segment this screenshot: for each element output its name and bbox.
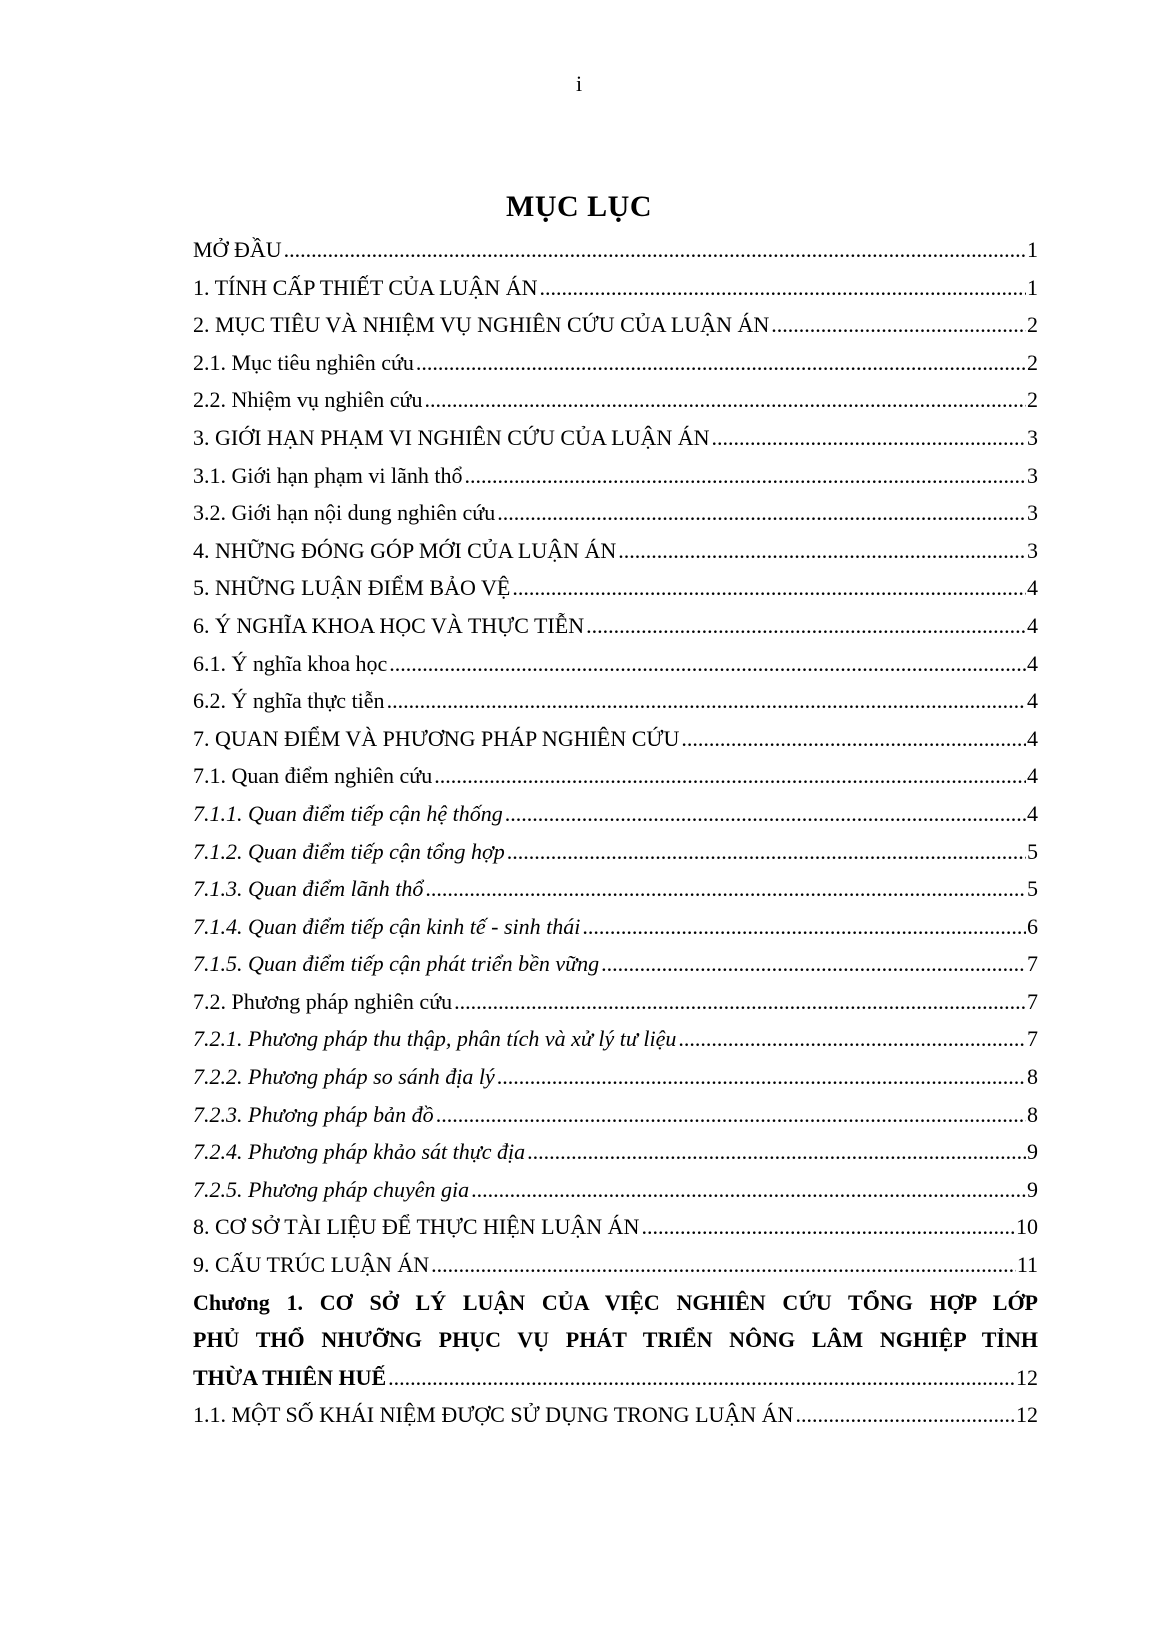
toc-page-number: 2 (1027, 387, 1038, 413)
toc-leader-dots (601, 945, 1026, 983)
toc-leader-dots (497, 494, 1026, 532)
toc-entry-text: 7.1.2. Quan điểm tiếp cận tổng hợp (193, 838, 505, 864)
toc-entry-text: 7.1. Quan điểm nghiên cứu (193, 763, 433, 789)
toc-page-number: 12 (1016, 1364, 1038, 1390)
toc-entry-text: 1.1. MỘT SỐ KHÁI NIỆM ĐƯỢC SỬ DỤNG TRONG LUẬN ÁN (193, 1402, 794, 1428)
toc-entry[interactable] (193, 457, 1038, 495)
toc-leader-dots (389, 645, 1026, 683)
toc-entry-text: 7.2.4. Phương pháp khảo sát thực địa (193, 1139, 526, 1165)
toc-entry[interactable] (193, 870, 1038, 908)
toc-entry[interactable] (193, 1020, 1038, 1058)
toc-entry[interactable] (193, 306, 1038, 344)
toc-entry-text: 9. CẤU TRÚC LUẬN ÁN (193, 1252, 430, 1278)
toc-leader-dots (795, 1396, 1015, 1434)
toc-entry-text: 5. NHỮNG LUẬN ĐIỂM BẢO VỆ (193, 575, 511, 601)
toc-leader-dots (284, 231, 1026, 269)
toc-entry[interactable] (193, 1208, 1038, 1246)
toc-entry-text: 7. QUAN ĐIỂM VÀ PHƯƠNG PHÁP NGHIÊN CỨU (193, 725, 680, 751)
toc-entry[interactable] (193, 720, 1038, 758)
toc-entry-last[interactable] (193, 1396, 1038, 1434)
toc-page-number: 10 (1016, 1214, 1038, 1240)
toc-page-number: 11 (1016, 1252, 1038, 1278)
page-number: i (575, 71, 583, 96)
toc-entry-text: 4. NHỮNG ĐÓNG GÓP MỚI CỦA LUẬN ÁN (193, 537, 617, 563)
toc-page-number: 4 (1027, 725, 1038, 751)
toc-entry[interactable] (193, 381, 1038, 419)
toc-chapter-line-3-text: THỪA THIÊN HUẾ (193, 1364, 387, 1390)
toc-leader-dots (512, 569, 1026, 607)
toc-chapter-line-1: Chương 1. CƠ SỞ LÝ LUẬN CỦA VIỆC NGHIÊN CỨU TỔNG HỢP LỚP (193, 1289, 1038, 1315)
toc-page-number: 3 (1027, 424, 1038, 450)
toc-entry[interactable] (193, 1246, 1038, 1284)
toc-entry[interactable] (193, 532, 1038, 570)
toc-entries (193, 231, 1038, 1284)
toc-leader-dots (388, 1359, 1015, 1397)
toc-entry-text: 7.2.5. Phương pháp chuyên gia (193, 1176, 470, 1202)
toc-entry[interactable] (193, 607, 1038, 645)
toc-leader-dots (582, 908, 1026, 946)
toc-entry-text: 6.2. Ý nghĩa thực tiễn (193, 688, 385, 714)
toc-page-number: 4 (1027, 800, 1038, 826)
toc-leader-dots (681, 720, 1026, 758)
toc-page-number: 12 (1016, 1402, 1038, 1428)
toc-entry[interactable] (193, 569, 1038, 607)
toc-entry-text: 3.2. Giới hạn nội dung nghiên cứu (193, 500, 496, 526)
toc-entry-text: 2.1. Mục tiêu nghiên cứu (193, 349, 414, 375)
toc-leader-dots (771, 306, 1026, 344)
toc-leader-dots (416, 344, 1026, 382)
toc-leader-dots (497, 1058, 1026, 1096)
toc-page-number: 7 (1027, 1026, 1038, 1052)
toc-leader-dots (527, 1133, 1026, 1171)
toc-entry-text: 7.2.2. Phương pháp so sánh địa lý (193, 1064, 495, 1090)
toc-leader-dots (539, 269, 1026, 307)
toc-leader-dots (434, 757, 1026, 795)
toc-entry[interactable] (193, 645, 1038, 683)
toc-entry[interactable] (193, 1096, 1038, 1134)
toc-leader-dots (431, 1246, 1016, 1284)
toc-entry[interactable] (193, 983, 1038, 1021)
toc-entry-text: 7.1.5. Quan điểm tiếp cận phát triển bền vững (193, 951, 600, 977)
toc-entry-text: 2.2. Nhiệm vụ nghiên cứu (193, 387, 423, 413)
toc-leader-dots (424, 381, 1026, 419)
toc-entry-text: 7.2.1. Phương pháp thu thập, phân tích và xử lý tư liệu (193, 1026, 677, 1052)
toc-page-number: 6 (1027, 913, 1038, 939)
toc-entry-text: 6.1. Ý nghĩa khoa học (193, 650, 388, 676)
toc-page-number: 7 (1027, 951, 1038, 977)
toc-page-number: 2 (1027, 349, 1038, 375)
toc-leader-dots (641, 1208, 1015, 1246)
toc-entry-text: 7.2.3. Phương pháp bản đồ (193, 1101, 434, 1127)
toc-entry-text: 1. TÍNH CẤP THIẾT CỦA LUẬN ÁN (193, 274, 538, 300)
toc-entry[interactable] (193, 833, 1038, 871)
toc-entry[interactable] (193, 231, 1038, 269)
toc-entry-text: MỞ ĐẦU (193, 237, 282, 262)
toc-title: MỤC LỤC (506, 190, 652, 223)
toc-page-number: 8 (1027, 1101, 1038, 1127)
toc-page-number: 9 (1027, 1176, 1038, 1202)
toc-leader-dots (505, 795, 1026, 833)
toc-leader-dots (436, 1096, 1026, 1134)
toc-entry-text: 7.1.4. Quan điểm tiếp cận kinh tế - sinh thái (193, 913, 581, 939)
toc-page-number: 4 (1027, 688, 1038, 714)
toc-entry[interactable] (193, 494, 1038, 532)
toc-entry-text: 3.1. Giới hạn phạm vi lãnh thổ (193, 462, 463, 488)
toc-chapter-line-2: PHỦ THỔ NHƯỠNG PHỤC VỤ PHÁT TRIỂN NÔNG LÂM NGHIỆP TỈNH (193, 1327, 1038, 1353)
toc-page-number: 4 (1027, 763, 1038, 789)
toc-leader-dots (425, 870, 1026, 908)
toc-page-number: 3 (1027, 500, 1038, 526)
toc-entry[interactable] (193, 795, 1038, 833)
toc-entry-text: 6. Ý NGHĨA KHOA HỌC VÀ THỰC TIỄN (193, 612, 585, 638)
toc-leader-dots (678, 1020, 1026, 1058)
toc-leader-dots (507, 833, 1026, 871)
toc-entry[interactable] (193, 344, 1038, 382)
toc-entry-text: 3. GIỚI HẠN PHẠM VI NGHIÊN CỨU CỦA LUẬN ÁN (193, 424, 710, 450)
toc-page-number: 3 (1027, 537, 1038, 563)
toc-entry-text: 8. CƠ SỞ TÀI LIỆU ĐỂ THỰC HIỆN LUẬN ÁN (193, 1214, 640, 1240)
toc-entry[interactable] (193, 1133, 1038, 1171)
toc-page-number: 1 (1027, 237, 1038, 262)
toc-chapter-line-3 (193, 1359, 1038, 1397)
toc-entry[interactable] (193, 757, 1038, 795)
toc-page-number: 4 (1027, 612, 1038, 638)
toc-entry[interactable] (193, 945, 1038, 983)
toc-entry[interactable] (193, 1058, 1038, 1096)
toc-page-number: 4 (1027, 650, 1038, 676)
toc-entry[interactable] (193, 419, 1038, 457)
toc-page-number: 4 (1027, 575, 1038, 601)
toc-leader-dots (387, 682, 1026, 720)
toc-page-number: 9 (1027, 1139, 1038, 1165)
toc-leader-dots (465, 457, 1027, 495)
toc-page-number: 3 (1027, 462, 1038, 488)
toc-page-number: 8 (1027, 1064, 1038, 1090)
toc-entry-text: 7.1.1. Quan điểm tiếp cận hệ thống (193, 800, 503, 826)
toc-entry[interactable] (193, 908, 1038, 946)
toc-entry[interactable] (193, 682, 1038, 720)
toc-leader-dots (712, 419, 1026, 457)
toc-leader-dots (454, 983, 1026, 1021)
toc-leader-dots (618, 532, 1026, 570)
toc-page-number: 5 (1027, 838, 1038, 864)
toc-entry-text: 7.1.3. Quan điểm lãnh thổ (193, 876, 424, 902)
toc-leader-dots (471, 1171, 1026, 1209)
toc-entry[interactable] (193, 1171, 1038, 1209)
table-of-contents (193, 231, 1038, 1434)
toc-entry-text: 7.2. Phương pháp nghiên cứu (193, 988, 453, 1014)
toc-leader-dots (586, 607, 1026, 645)
toc-entry[interactable] (193, 269, 1038, 307)
toc-page-number: 7 (1027, 988, 1038, 1014)
toc-page-number: 1 (1027, 274, 1038, 300)
toc-page-number: 2 (1027, 312, 1038, 338)
toc-page-number: 5 (1027, 876, 1038, 902)
toc-chapter-entry[interactable] (193, 1284, 1038, 1397)
toc-entry-text: 2. MỤC TIÊU VÀ NHIỆM VỤ NGHIÊN CỨU CỦA LUẬN ÁN (193, 312, 770, 338)
